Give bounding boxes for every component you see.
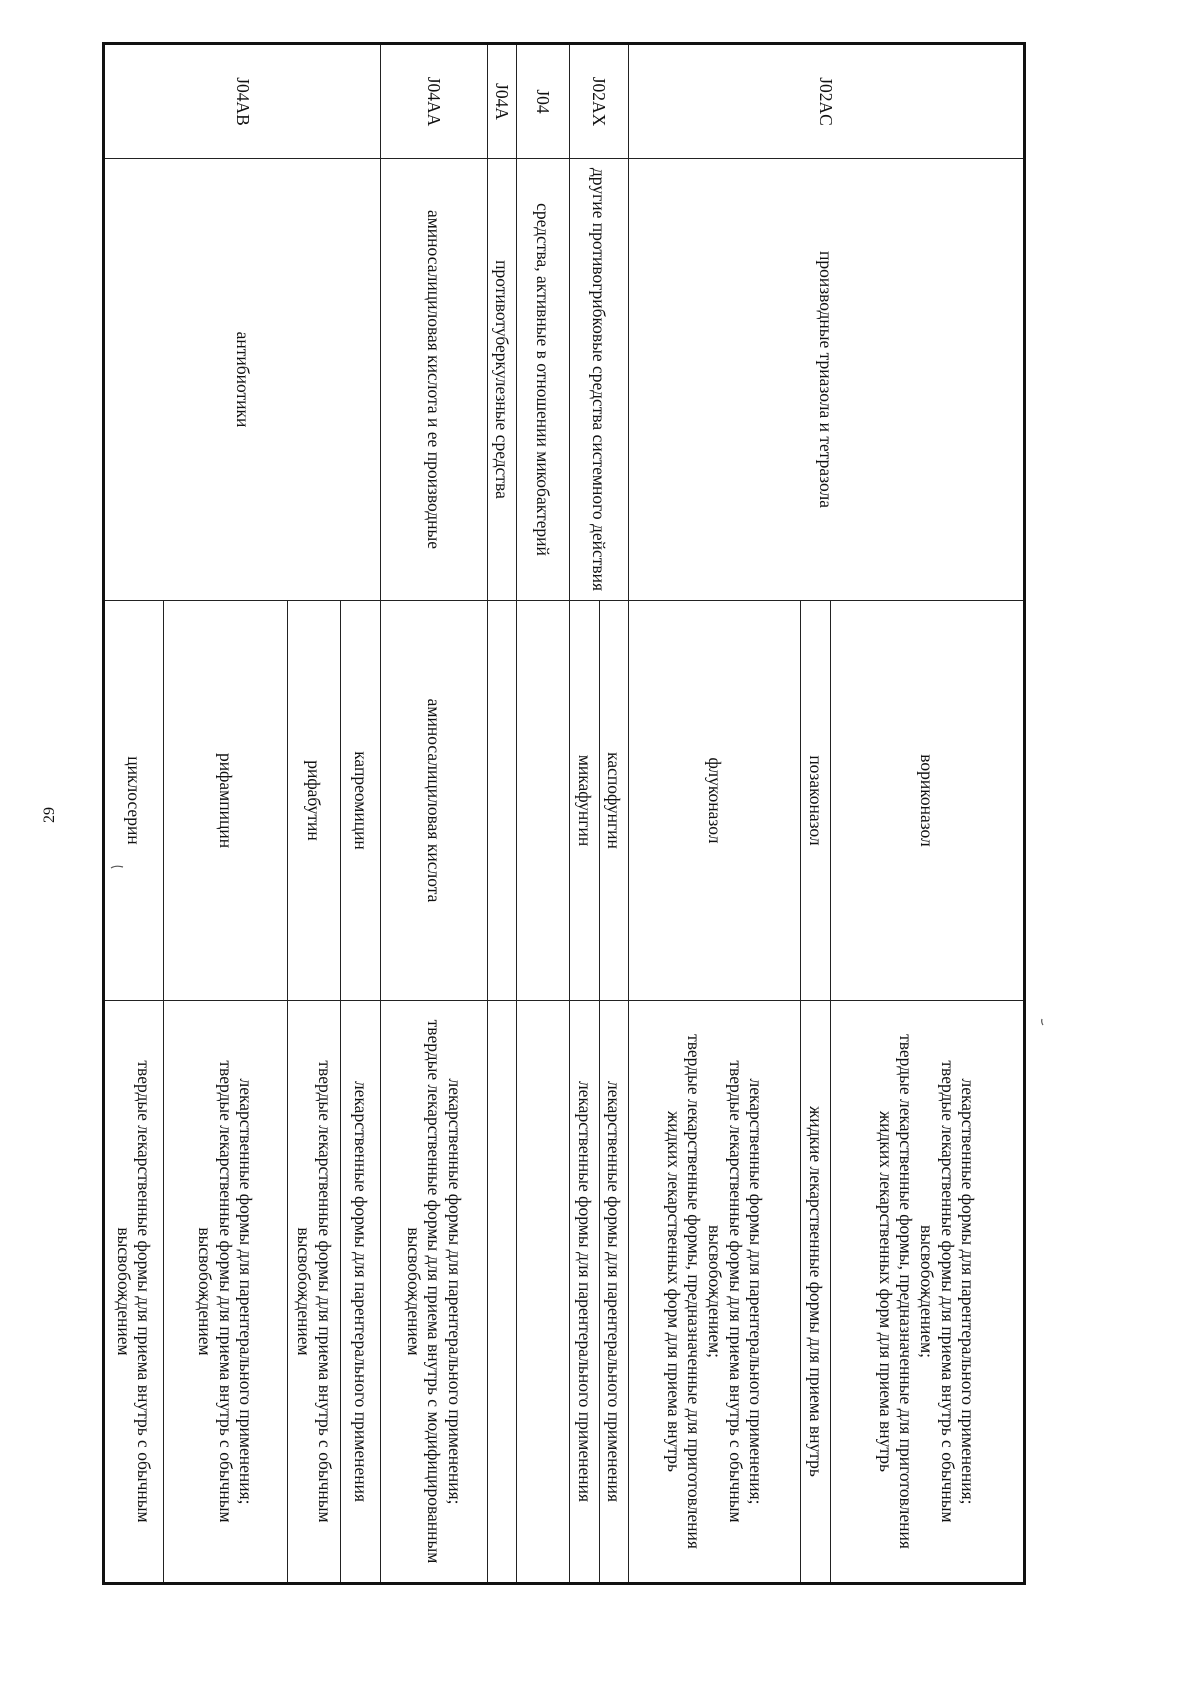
- dosage-forms-cell: [163, 1001, 287, 1584]
- medication-table: [102, 42, 1026, 1585]
- dosage-form-line: твердые лекарственные формы для приема внутрь с обычным высвобождением;: [917, 1060, 958, 1523]
- group-cell: аминосалициловая кислота и ее производные: [381, 159, 487, 601]
- dosage-form-line: твердые лекарственные формы для приема внутрь с модифицированным высвобождением: [403, 1019, 445, 1564]
- dosage-forms-cell: [570, 1001, 599, 1584]
- atc-code-cell: J04AA: [381, 44, 487, 159]
- table-row: [381, 44, 487, 1584]
- dosage-form-line: твердые лекарственные формы для приема внутрь с обычным высвобождением;: [704, 1060, 746, 1523]
- drug-name-cell: аминосалициловая кислота: [381, 601, 487, 1001]
- dosage-form-line: лекарственные формы для парентерального применения;: [236, 1078, 257, 1505]
- dosage-forms-cell: [517, 1001, 570, 1584]
- table-row: [341, 44, 381, 1584]
- drug-name-cell: позаконазол: [801, 601, 830, 1001]
- atc-code-cell: J04A: [487, 44, 516, 159]
- group-cell: производные триазола и тетразола: [628, 159, 1024, 601]
- dosage-form-line: твердые лекарственные формы для приема внутрь с обычным высвобождением: [194, 1060, 236, 1523]
- dosage-forms-cell: [287, 1001, 340, 1584]
- dosage-forms-cell: [830, 1001, 1024, 1584]
- atc-code-cell: J04AB: [104, 44, 381, 159]
- table-row: [517, 44, 570, 1584]
- scan-speck-mark: [1039, 1018, 1047, 1026]
- table-row: [487, 44, 516, 1584]
- dosage-form-line: твердые лекарственные формы для приема внутрь с обычным высвобождением: [113, 1060, 155, 1523]
- drug-name-cell: микафунгин: [570, 601, 599, 1001]
- dosage-forms-cell: [628, 1001, 800, 1584]
- drug-name-cell: [517, 601, 570, 1001]
- dosage-form-line: твердые лекарственные формы, предназначенные для приготовления жидких лекарственных форм для приема внутрь: [663, 1034, 705, 1549]
- drug-name-cell: капреомицин: [341, 601, 381, 1001]
- dosage-form-line: лекарственные формы для парентерального применения;: [958, 1078, 979, 1505]
- atc-code-cell: J02AC: [628, 44, 1024, 159]
- dosage-forms-cell: [801, 1001, 830, 1584]
- drug-name-cell: каспофунгин: [599, 601, 628, 1001]
- rotated-table-container: [102, 42, 1026, 1582]
- page-number: 29: [41, 807, 58, 823]
- dosage-form-line: жидкие лекарственные формы для приема внутрь: [805, 1106, 826, 1477]
- drug-name-cell: циклосерин: [104, 601, 164, 1001]
- group-cell: средства, активные в отношении микобактерий: [517, 159, 570, 601]
- dosage-form-line: твердые лекарственные формы, предназначенные для приготовления жидких лекарственных форм для приема внутрь: [875, 1034, 917, 1549]
- drug-name-cell: флуконазол: [628, 601, 800, 1001]
- group-cell: антибиотики: [104, 159, 381, 601]
- dosage-form-line: твердые лекарственные формы для приема внутрь с обычным высвобождением: [293, 1060, 335, 1523]
- drug-name-cell: [487, 601, 516, 1001]
- dosage-forms-cell: [341, 1001, 381, 1584]
- dosage-form-line: лекарственные формы для парентерального применения;: [445, 1078, 466, 1505]
- atc-code-cell: J04: [517, 44, 570, 159]
- dosage-form-line: лекарственные формы для парентерального применения: [604, 1080, 625, 1503]
- dosage-forms-cell: [381, 1001, 487, 1584]
- dosage-forms-cell: [599, 1001, 628, 1584]
- group-cell: другие противогрибковые средства системного действия: [570, 159, 629, 601]
- drug-name-cell: вориконазол: [830, 601, 1024, 1001]
- table-row: [830, 44, 1024, 1584]
- dosage-form-line: лекарственные формы для парентерального применения: [351, 1080, 372, 1503]
- drug-name-cell: рифабутин: [287, 601, 340, 1001]
- dosage-form-line: лекарственные формы для парентерального применения: [574, 1080, 595, 1503]
- drug-name-cell: рифампицин: [163, 601, 287, 1001]
- dosage-form-line: лекарственные формы для парентерального применения;: [746, 1078, 767, 1505]
- table-row: [599, 44, 628, 1584]
- group-cell: противотуберкулезные средства: [487, 159, 516, 601]
- dosage-forms-cell: [487, 1001, 516, 1584]
- atc-code-cell: J02AX: [570, 44, 629, 159]
- dosage-forms-cell: [104, 1001, 164, 1584]
